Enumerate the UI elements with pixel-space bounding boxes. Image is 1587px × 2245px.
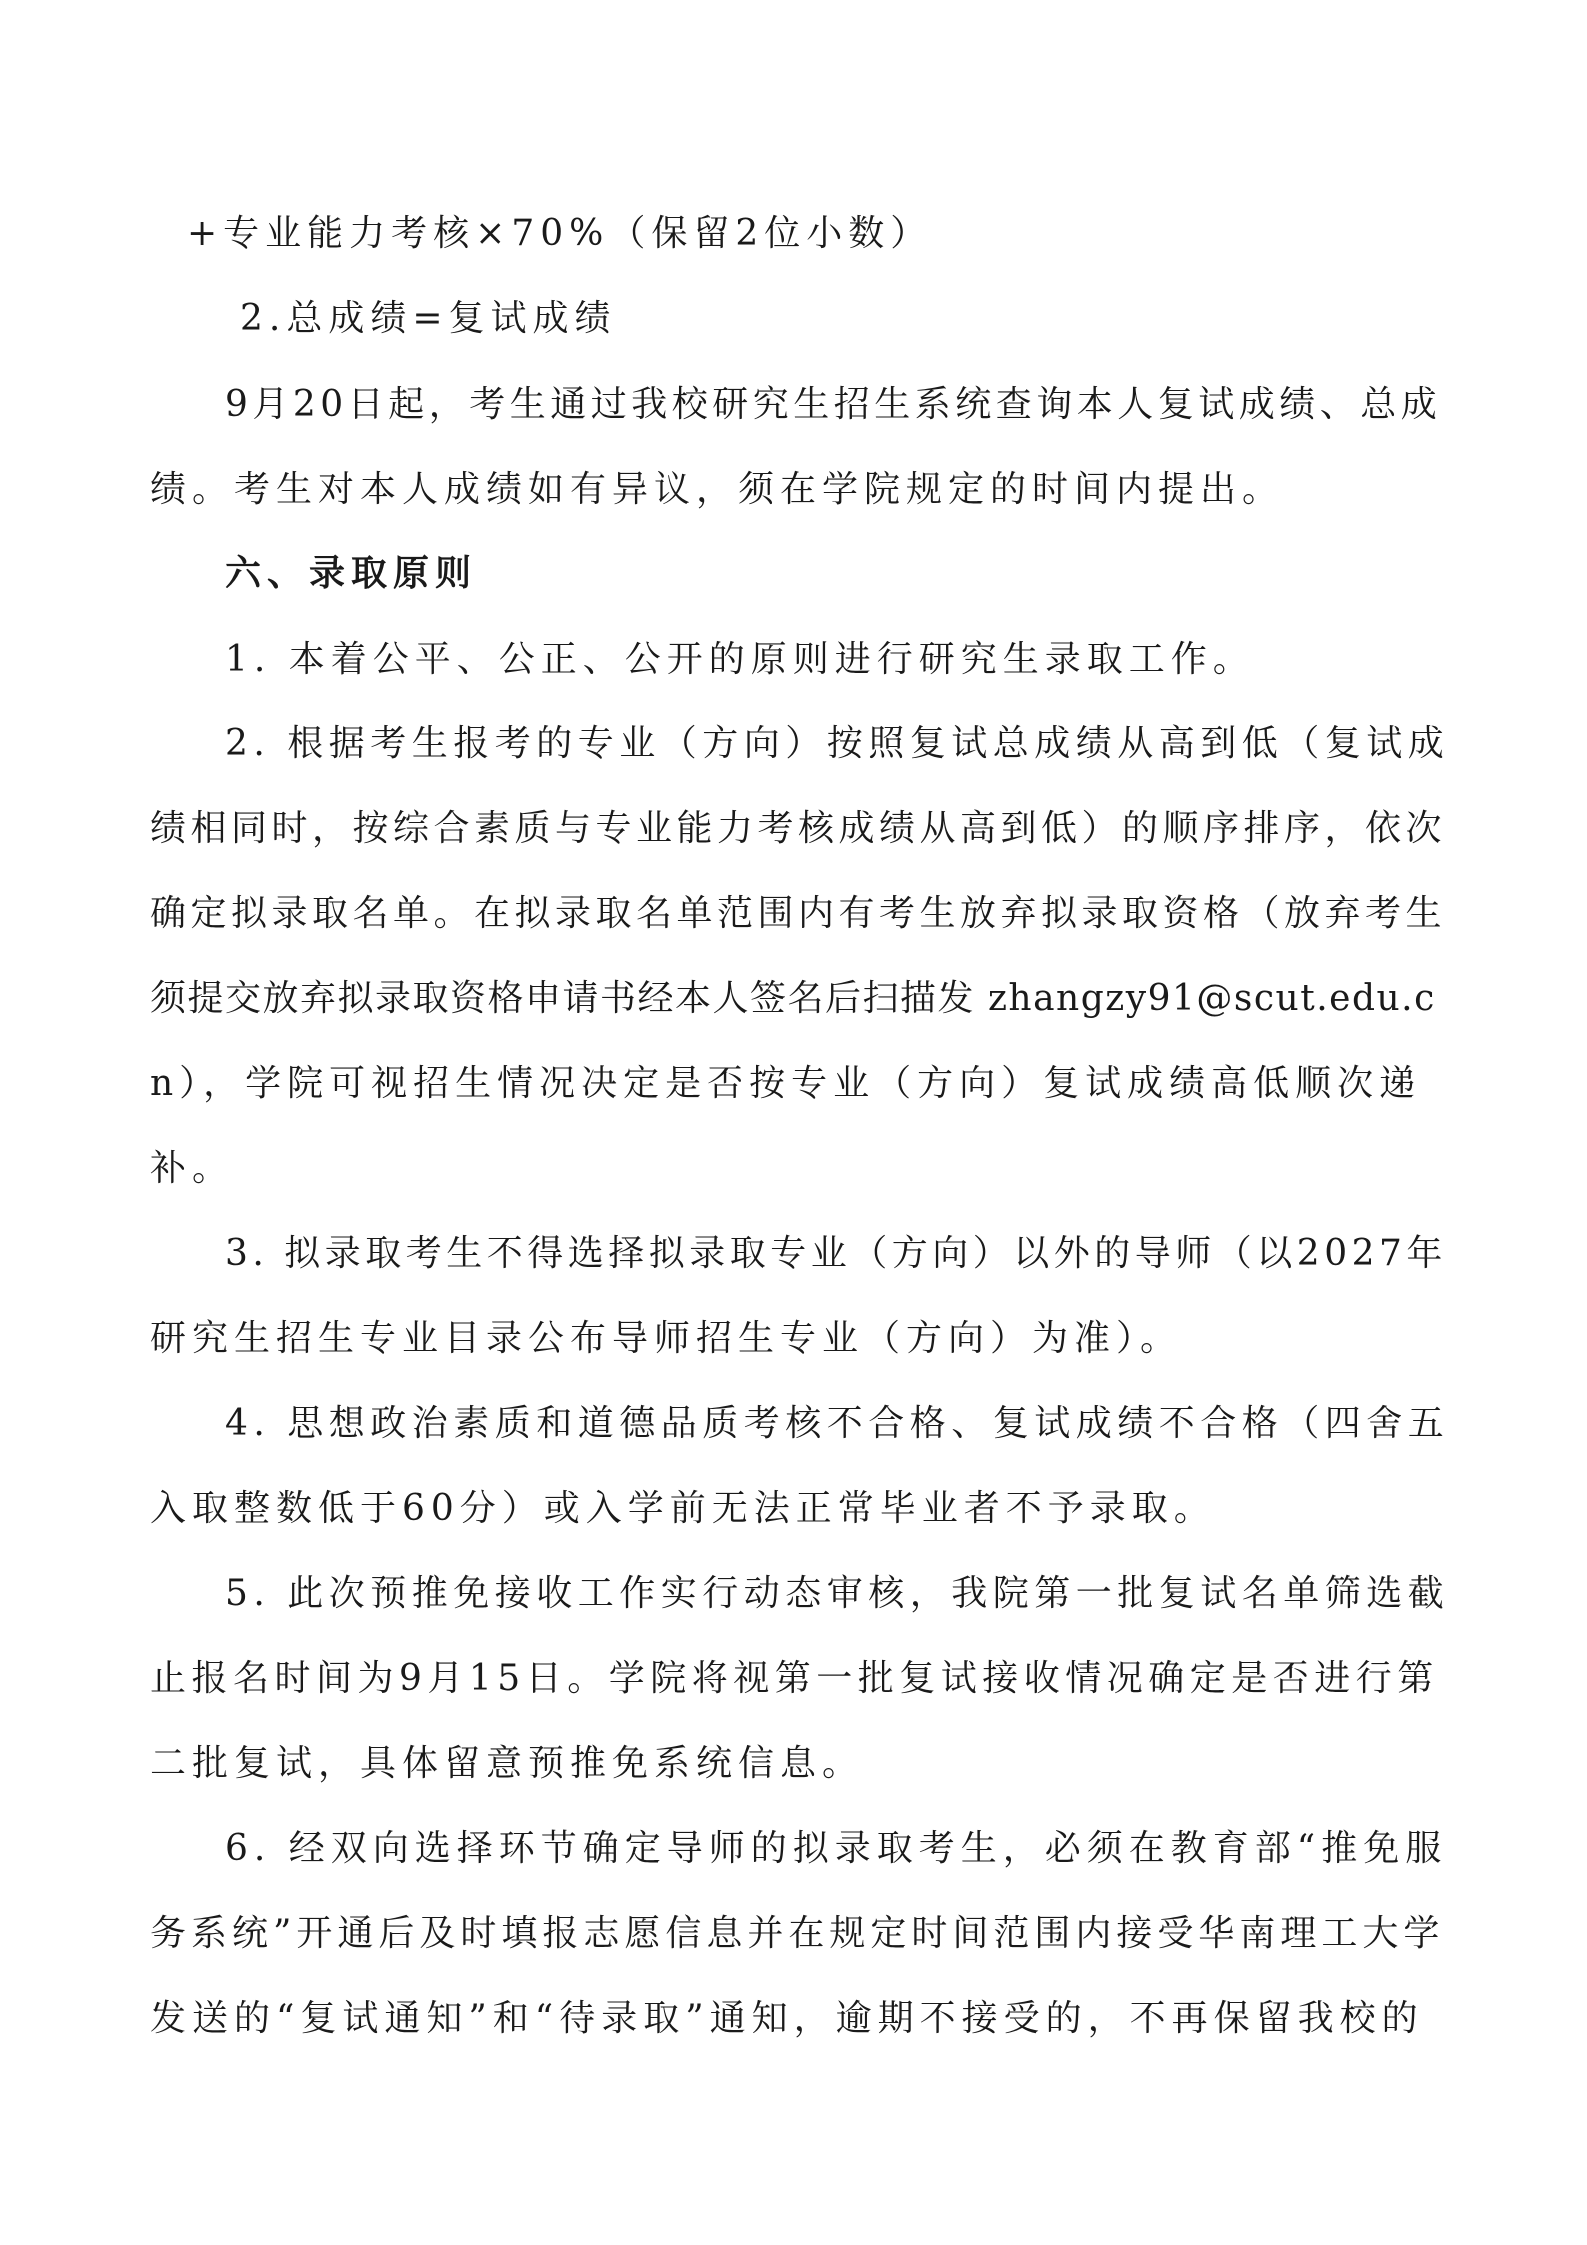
text-line: 2.总成绩=复试成绩 — [240, 298, 617, 339]
text-line: 3. 拟录取考生不得选择拟录取专业（方向）以外的导师（以2027年 — [225, 1233, 1447, 1274]
text-line: 绩相同时，按综合素质与专业能力考核成绩从高到低）的顺序排序，依次 — [150, 808, 1447, 849]
text-line: 务系统”开通后及时填报志愿信息并在规定时间范围内接受华南理工大学 — [150, 1913, 1445, 1954]
text-line: 二批复试，具体留意预推免系统信息。 — [150, 1743, 865, 1784]
text-line: 止报名时间为9月15日。学院将视第一批复试接收情况确定是否进行第 — [150, 1658, 1439, 1699]
text-line: 2. 根据考生报考的专业（方向）按照复试总成绩从高到低（复试成 — [225, 723, 1450, 764]
text-line: 1. 本着公平、公正、公开的原则进行研究生录取工作。 — [225, 639, 1255, 680]
text-line: 入取整数低于60分）或入学前无法正常毕业者不予录取。 — [150, 1488, 1216, 1529]
text-line: 须提交放弃拟录取资格申请书经本人签名后扫描发 zhangzy91@scut.edu.c — [150, 978, 1436, 1019]
text-line: n），学院可视招生情况决定是否按专业（方向）复试成绩高低顺次递 — [150, 1063, 1422, 1104]
text-line: +专业能力考核×70%（保留2位小数） — [187, 213, 933, 254]
text-line: 绩。考生对本人成绩如有异议，须在学院规定的时间内提出。 — [150, 469, 1285, 510]
text-line: 确定拟录取名单。在拟录取名单范围内有考生放弃拟录取资格（放弃考生 — [150, 893, 1447, 934]
text-line: 4. 思想政治素质和道德品质考核不合格、复试成绩不合格（四舍五 — [225, 1403, 1450, 1444]
section-heading: 六、录取原则 — [225, 553, 478, 594]
text-line: 补。 — [150, 1148, 235, 1189]
text-line: 研究生招生专业目录公布导师招生专业（方向）为准）。 — [150, 1318, 1183, 1359]
text-line: 5. 此次预推免接收工作实行动态审核，我院第一批复试名单筛选截 — [225, 1573, 1450, 1614]
text-line: 9月20日起，考生通过我校研究生招生系统查询本人复试成绩、总成 — [225, 384, 1442, 425]
text-line: 发送的“复试通知”和“待录取”通知，逾期不接受的，不再保留我校的 — [150, 1998, 1424, 2039]
text-line: 6. 经双向选择环节确定导师的拟录取考生，必须在教育部“推免服 — [225, 1828, 1448, 1869]
